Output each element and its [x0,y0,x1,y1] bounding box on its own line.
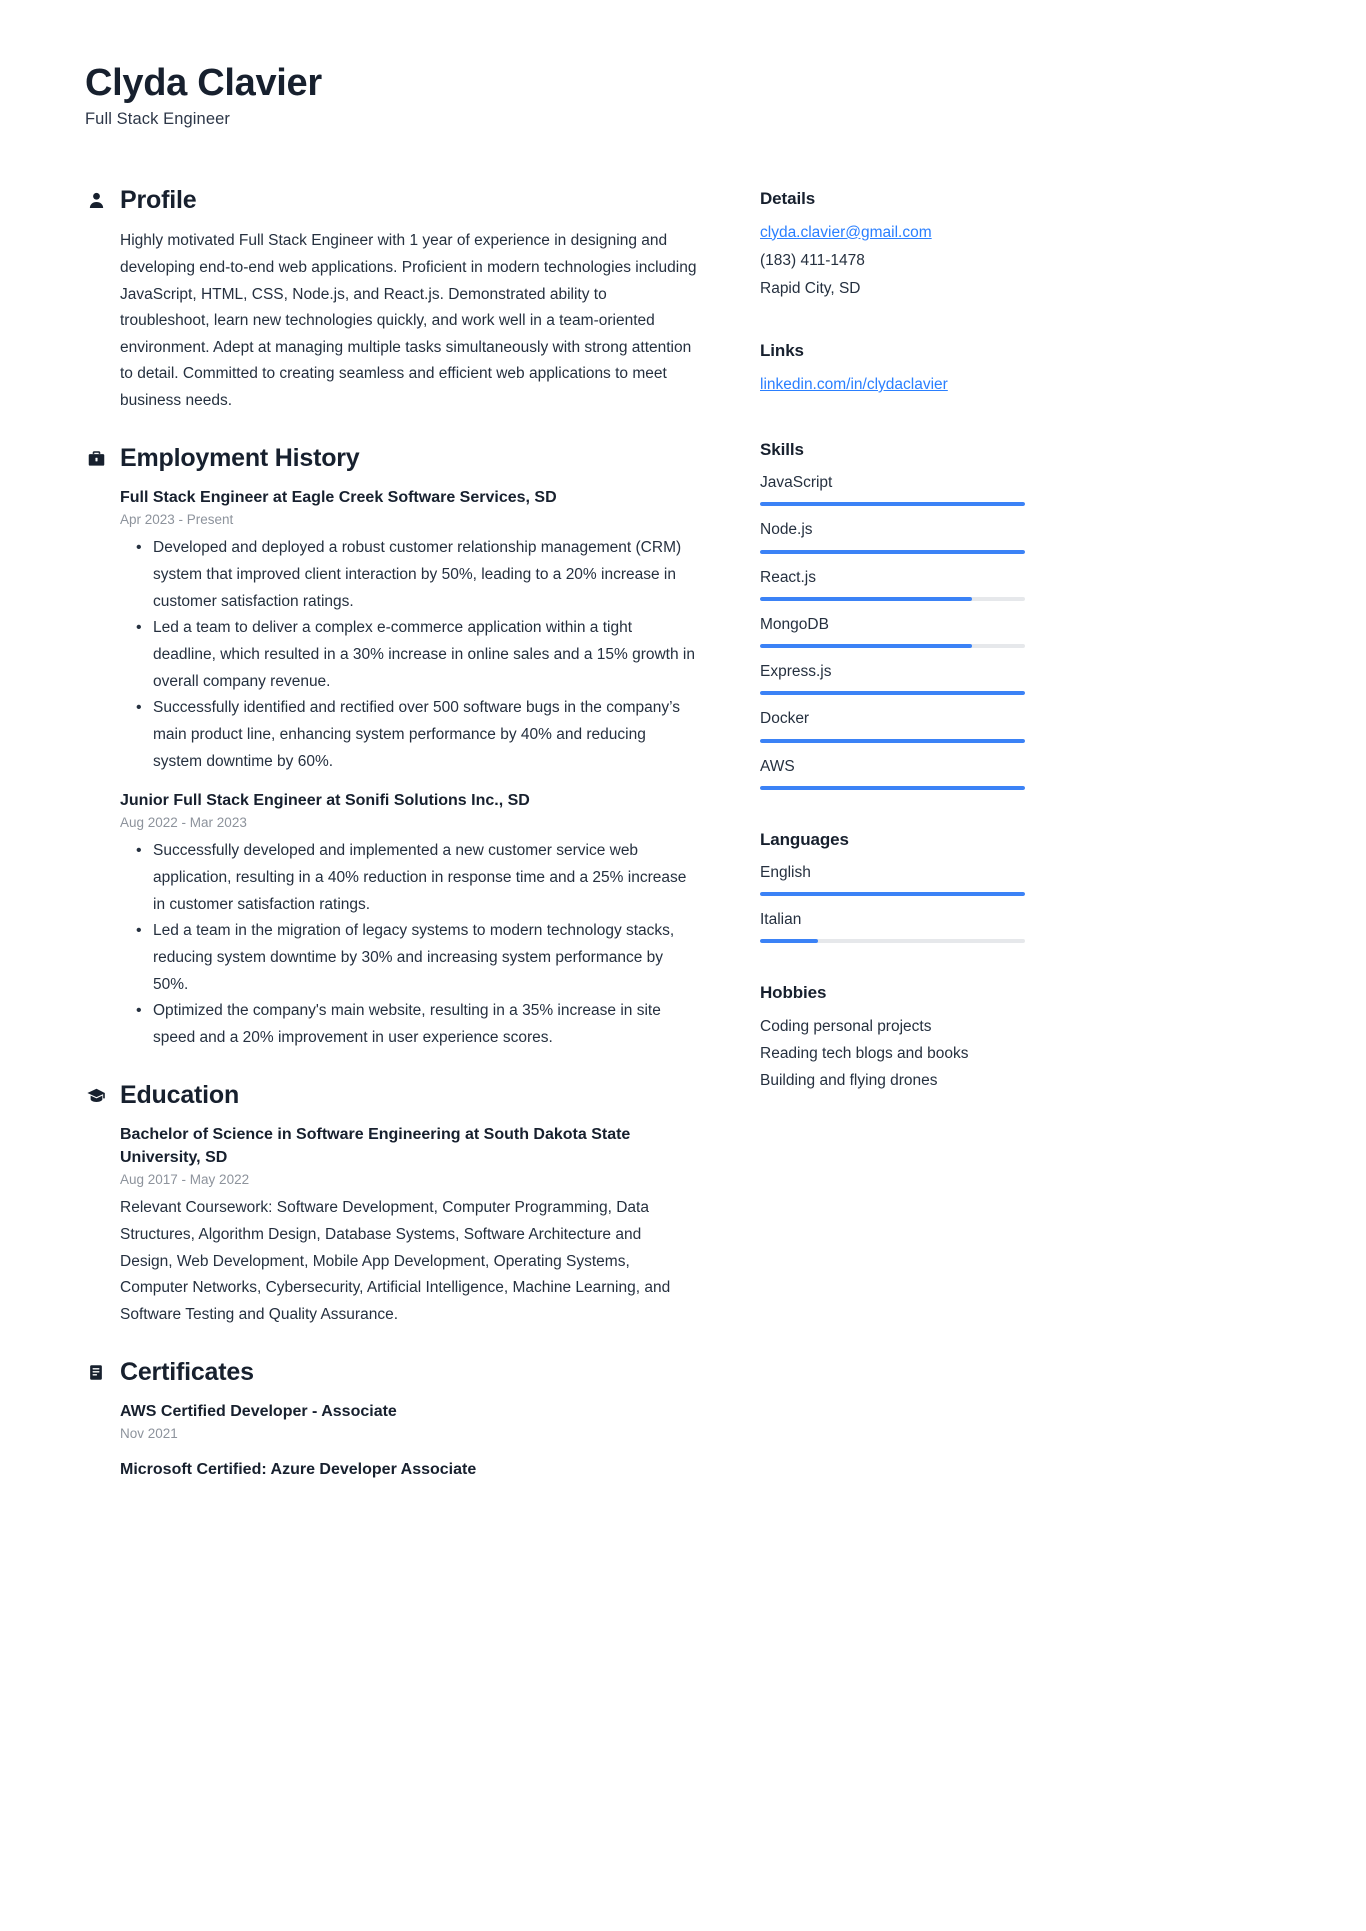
skill-level-bar [760,786,1025,790]
section-body-certificates [85,1400,697,1481]
skill-item [760,471,1025,506]
skill-label: React.js [760,568,816,586]
briefcase-icon [85,448,107,470]
hobby-item: Coding personal projects [760,1018,932,1036]
person-icon [85,189,107,211]
skill-label: Docker [760,710,810,728]
skill-item [760,755,1025,790]
skill-level-bar [760,691,1025,695]
sidebar-title-skills: Skills [760,440,804,460]
spacer [760,969,1025,983]
sidebar-block-languages [760,830,1025,944]
skill-label: Express.js [760,663,832,681]
certificate-entry [120,1400,697,1444]
sidebar-block-skills [760,440,1025,790]
skill-item [760,707,1025,742]
sidebar-block-hobbies [760,983,1025,1094]
page-title: Clyda Clavier [85,62,322,104]
employment-job-date: Apr 2023 - Present [120,512,234,528]
language-item [760,861,1025,896]
employment-entry [120,789,697,1051]
section-header-education [85,1082,697,1110]
skill-label: Node.js [760,521,813,539]
certificate-title: AWS Certified Developer - Associate [120,1403,397,1421]
section-title-employment: Employment History [120,443,360,472]
section-profile [85,187,697,415]
list-item: • Successfully developed and implemented a new customer service web application, resulting in a 40% reduction in response time and a 25% increase in customer satisfaction ratings. [120,838,697,918]
certificate-date: Nov 2021 [120,1426,178,1442]
section-header-profile [85,187,697,215]
section-title-certificates: Certificates [120,1357,254,1386]
sidebar-block-links [760,341,1025,400]
language-level-fill [760,939,818,943]
sidebar-title-languages: Languages [760,829,849,849]
profile-text: Highly motivated Full Stack Engineer with 1 year of experience in designing and developing end-to-end web applications. Proficient in modern technologies including JavaScript, HTML, CSS, Node.js, and React.js. Demonstrated ability to troubleshoot, learn new technologies quickly, and work well in a team-oriented environment. Adept at managing multiple tasks simultaneously with strong attention to detail. Committed to creating seamless and efficient web applications to meet business needs. [120,232,697,410]
hobby-item: Reading tech blogs and books [760,1045,969,1063]
job-title-subtitle: Full Stack Engineer [85,109,230,128]
spacer [760,426,1025,440]
resume-header [85,62,1266,129]
employment-entry [120,486,697,775]
section-body-employment [85,486,697,1051]
list-item: • Led a team to deliver a complex e-commerce application within a tight deadline, which resulted in a 30% increase in online sales and a 15% growth in overall company revenue. [120,615,697,695]
skill-level-fill [760,550,1025,554]
sidebar-title-links: Links [760,341,804,361]
language-level-bar [760,939,1025,943]
employment-bullet-list [120,535,697,775]
skill-level-fill [760,597,972,601]
list-item: • Successfully identified and rectified over 500 software bugs in the company’s main product line, enhancing system performance by 40% and reducing system downtime by 60%. [120,695,697,775]
language-level-fill [760,892,1025,896]
skill-level-bar [760,550,1025,554]
graduation-cap-icon [85,1084,107,1106]
skill-level-fill [760,502,1025,506]
hobby-item: Building and flying drones [760,1071,938,1089]
language-label: English [760,863,811,881]
skill-level-bar [760,597,1025,601]
phone-number: (183) 411-1478 [760,251,865,269]
list-item: • Optimized the company's main website, resulting in a 35% increase in site speed and a 20% improvement in user experience scores. [120,998,697,1051]
employment-bullet-list [120,838,697,1051]
linkedin-link[interactable]: linkedin.com/in/clydaclavier [760,376,948,394]
employment-job-date: Aug 2022 - Mar 2023 [120,815,247,831]
sidebar-title-details: Details [760,188,816,208]
education-description: Relevant Coursework: Software Development, Computer Programming, Data Structures, Algorithm Design, Database Systems, Software Architecture and Design, Web Development, Mobile App Development, Operating Systems, Computer Networks, Cybersecurity, Artificial Intelligence, Machine Learning, and Software Testing and Quality Assurance. [120,1199,671,1323]
skill-label: JavaScript [760,474,833,492]
employment-job-title: Full Stack Engineer at Eagle Creek Software Services, SD [120,489,557,507]
language-item [760,908,1025,943]
section-header-employment [85,445,697,473]
skill-level-fill [760,644,972,648]
employment-job-title: Junior Full Stack Engineer at Sonifi Solutions Inc., SD [120,792,530,810]
skill-level-bar [760,644,1025,648]
education-entry [120,1123,697,1329]
list-item: • Developed and deployed a robust customer relationship management (CRM) system that improved client interaction by 50%, leading to a 20% increase in customer satisfaction ratings. [120,535,697,615]
sidebar-block-details [760,189,1025,301]
section-education [85,1082,697,1329]
skill-item [760,613,1025,648]
sidebar-column [760,187,1025,1121]
language-label: Italian [760,911,802,929]
skill-label: MongoDB [760,615,829,633]
certificate-icon [85,1361,107,1383]
language-level-bar [760,892,1025,896]
email-link[interactable]: clyda.clavier@gmail.com [760,223,932,241]
sidebar-title-hobbies: Hobbies [760,983,827,1003]
location-text: Rapid City, SD [760,279,861,297]
skill-level-bar [760,739,1025,743]
section-body-education [85,1123,697,1329]
section-header-certificates [85,1359,697,1387]
spacer [760,327,1025,341]
section-body-profile [85,228,697,415]
skill-label: AWS [760,757,795,775]
certificate-entry [120,1458,697,1481]
resume-columns [85,187,1266,1512]
skill-level-fill [760,786,1025,790]
section-employment-history [85,445,697,1052]
spacer [760,816,1025,830]
education-date: Aug 2017 - May 2022 [120,1172,250,1188]
certificate-title: Microsoft Certified: Azure Developer Associate [120,1461,477,1479]
skill-level-fill [760,691,1025,695]
skill-level-bar [760,502,1025,506]
section-certificates [85,1359,697,1482]
list-item: • Led a team in the migration of legacy systems to modern technology stacks, reducing system downtime by 30% and increasing system performance by 50%. [120,918,697,998]
main-column [85,187,697,1512]
education-degree-title: Bachelor of Science in Software Engineering at South Dakota State University, SD [120,1126,631,1167]
section-title-profile: Profile [120,185,197,214]
skill-level-fill [760,739,1025,743]
section-title-education: Education [120,1080,240,1109]
skill-item [760,518,1025,553]
skill-item [760,566,1025,601]
skill-item [760,660,1025,695]
